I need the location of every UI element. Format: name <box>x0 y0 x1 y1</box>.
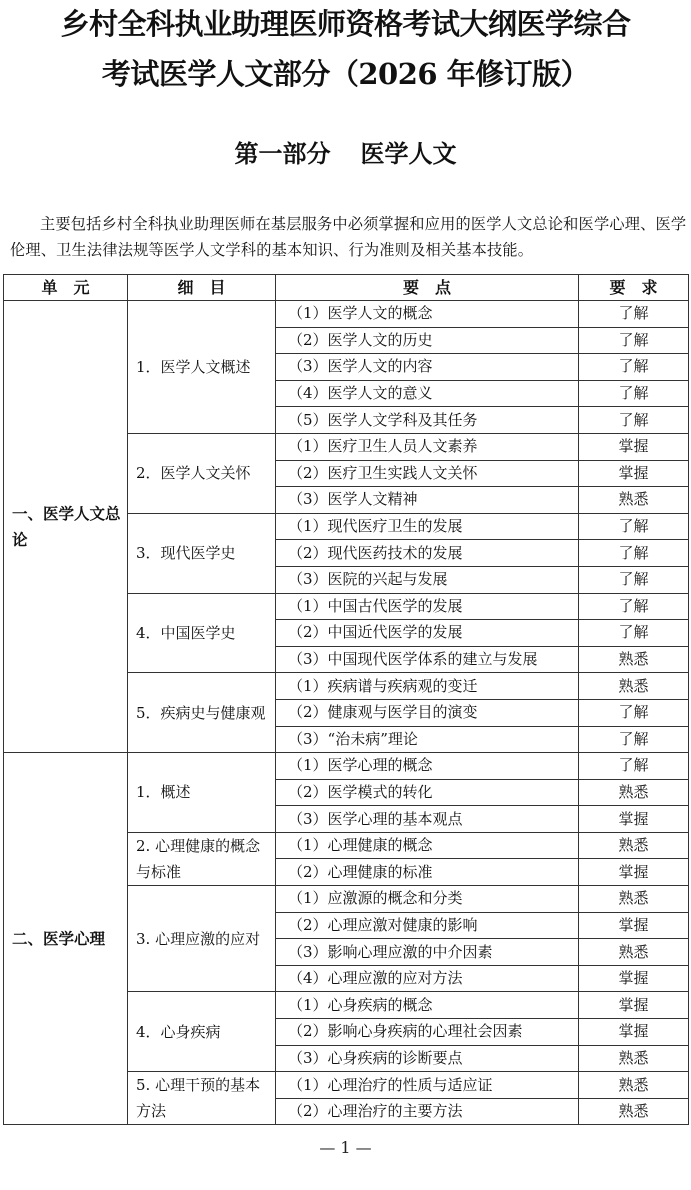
point-cell: （3）医学心理的基本观点 <box>276 806 579 833</box>
requirement-cell: 掌握 <box>579 912 689 939</box>
requirement-cell: 掌握 <box>579 806 689 833</box>
point-cell: （5）医学人文学科及其任务 <box>276 407 579 434</box>
header-requirement: 要 求 <box>579 275 689 301</box>
subitem-cell: 3．现代医学史 <box>128 513 276 593</box>
header-unit: 单 元 <box>4 275 128 301</box>
requirement-cell: 了解 <box>579 620 689 647</box>
requirement-cell: 掌握 <box>579 992 689 1019</box>
point-cell: （2）健康观与医学目的演变 <box>276 699 579 726</box>
intro-paragraph <box>10 211 688 263</box>
section-heading-part: 第一部分 <box>234 139 331 168</box>
subitem-cell: 4．中国医学史 <box>128 593 276 673</box>
point-cell: （1）医学心理的概念 <box>276 753 579 780</box>
point-cell: （1）心理健康的概念 <box>276 832 579 859</box>
point-cell: （2）心理应激对健康的影响 <box>276 912 579 939</box>
requirement-cell: 了解 <box>579 699 689 726</box>
requirement-cell: 熟悉 <box>579 886 689 913</box>
requirement-cell: 了解 <box>579 301 689 328</box>
requirement-cell: 了解 <box>579 753 689 780</box>
requirement-cell: 熟悉 <box>579 646 689 673</box>
subitem-cell: 5．疾病史与健康观 <box>128 673 276 753</box>
point-cell: （3）医学人文精神 <box>276 487 579 514</box>
point-cell: （3）影响心理应激的中介因素 <box>276 939 579 966</box>
document-title-line-1: 乡村全科执业助理医师资格考试大纲医学综合 <box>60 7 631 41</box>
point-cell: （3）心身疾病的诊断要点 <box>276 1045 579 1072</box>
point-cell: （3）医学人文的内容 <box>276 354 579 381</box>
document-title-line-2: 考试医学人文部分（2026 年修订版） <box>101 57 590 91</box>
requirement-cell: 熟悉 <box>579 779 689 806</box>
point-cell: （4）心理应激的应对方法 <box>276 965 579 992</box>
requirement-cell: 了解 <box>579 354 689 381</box>
requirement-cell: 了解 <box>579 726 689 753</box>
unit-cell: 二、医学心理 <box>4 753 128 1125</box>
point-cell: （1）应激源的概念和分类 <box>276 886 579 913</box>
requirement-cell: 了解 <box>579 380 689 407</box>
unit-cell: 一、医学人文总论 <box>4 301 128 753</box>
table-header-row <box>4 275 689 301</box>
requirement-cell: 熟悉 <box>579 1098 689 1125</box>
requirement-cell: 了解 <box>579 407 689 434</box>
point-cell: （2）医学人文的历史 <box>276 327 579 354</box>
requirement-cell: 掌握 <box>579 460 689 487</box>
point-cell: （2）心理治疗的主要方法 <box>276 1098 579 1125</box>
point-cell: （1）心理治疗的性质与适应证 <box>276 1072 579 1099</box>
requirement-cell: 了解 <box>579 327 689 354</box>
table-body <box>4 301 689 1125</box>
syllabus-table <box>3 274 689 1125</box>
point-cell: （3）“治未病”理论 <box>276 726 579 753</box>
requirement-cell: 熟悉 <box>579 673 689 700</box>
point-cell: （2）心理健康的标准 <box>276 859 579 886</box>
requirement-cell: 掌握 <box>579 433 689 460</box>
requirement-cell: 了解 <box>579 593 689 620</box>
subitem-cell: 1．概述 <box>128 753 276 833</box>
table-row <box>4 301 689 328</box>
point-cell: （1）医学人文的概念 <box>276 301 579 328</box>
point-cell: （1）医疗卫生人员人文素养 <box>276 433 579 460</box>
requirement-cell: 熟悉 <box>579 939 689 966</box>
point-cell: （2）医学模式的转化 <box>276 779 579 806</box>
point-cell: （2）影响心身疾病的心理社会因素 <box>276 1019 579 1046</box>
subitem-cell: 2．医学人文关怀 <box>128 433 276 513</box>
point-cell: （1）疾病谱与疾病观的变迁 <box>276 673 579 700</box>
table-row <box>4 753 689 780</box>
requirement-cell: 了解 <box>579 540 689 567</box>
section-heading <box>0 138 691 170</box>
requirement-cell: 熟悉 <box>579 1045 689 1072</box>
requirement-cell: 熟悉 <box>579 1072 689 1099</box>
subitem-cell: 5. 心理干预的基本方法 <box>128 1072 276 1125</box>
subitem-cell: 4．心身疾病 <box>128 992 276 1072</box>
requirement-cell: 熟悉 <box>579 832 689 859</box>
requirement-cell: 了解 <box>579 566 689 593</box>
requirement-cell: 熟悉 <box>579 487 689 514</box>
page-number: — 1 — <box>319 1138 372 1157</box>
requirement-cell: 掌握 <box>579 859 689 886</box>
header-point: 要 点 <box>276 275 579 301</box>
point-cell: （1）心身疾病的概念 <box>276 992 579 1019</box>
point-cell: （3）医院的兴起与发展 <box>276 566 579 593</box>
point-cell: （1）现代医疗卫生的发展 <box>276 513 579 540</box>
subitem-cell: 1．医学人文概述 <box>128 301 276 434</box>
point-cell: （2）中国近代医学的发展 <box>276 620 579 647</box>
point-cell: （2）现代医药技术的发展 <box>276 540 579 567</box>
intro-text: 主要包括乡村全科执业助理医师在基层服务中必须掌握和应用的医学人文总论和医学心理、医学伦理、卫生法律法规等医学人文学科的基本知识、行为准则及相关基本技能。 <box>10 215 687 259</box>
point-cell: （4）医学人文的意义 <box>276 380 579 407</box>
requirement-cell: 了解 <box>579 513 689 540</box>
requirement-cell: 掌握 <box>579 1019 689 1046</box>
point-cell: （3）中国现代医学体系的建立与发展 <box>276 646 579 673</box>
requirement-cell: 掌握 <box>579 965 689 992</box>
header-subitem: 细 目 <box>128 275 276 301</box>
subitem-cell: 2. 心理健康的概念与标准 <box>128 832 276 885</box>
point-cell: （1）中国古代医学的发展 <box>276 593 579 620</box>
point-cell: （2）医疗卫生实践人文关怀 <box>276 460 579 487</box>
section-heading-name: 医学人文 <box>360 139 457 168</box>
subitem-cell: 3. 心理应激的应对 <box>128 886 276 992</box>
